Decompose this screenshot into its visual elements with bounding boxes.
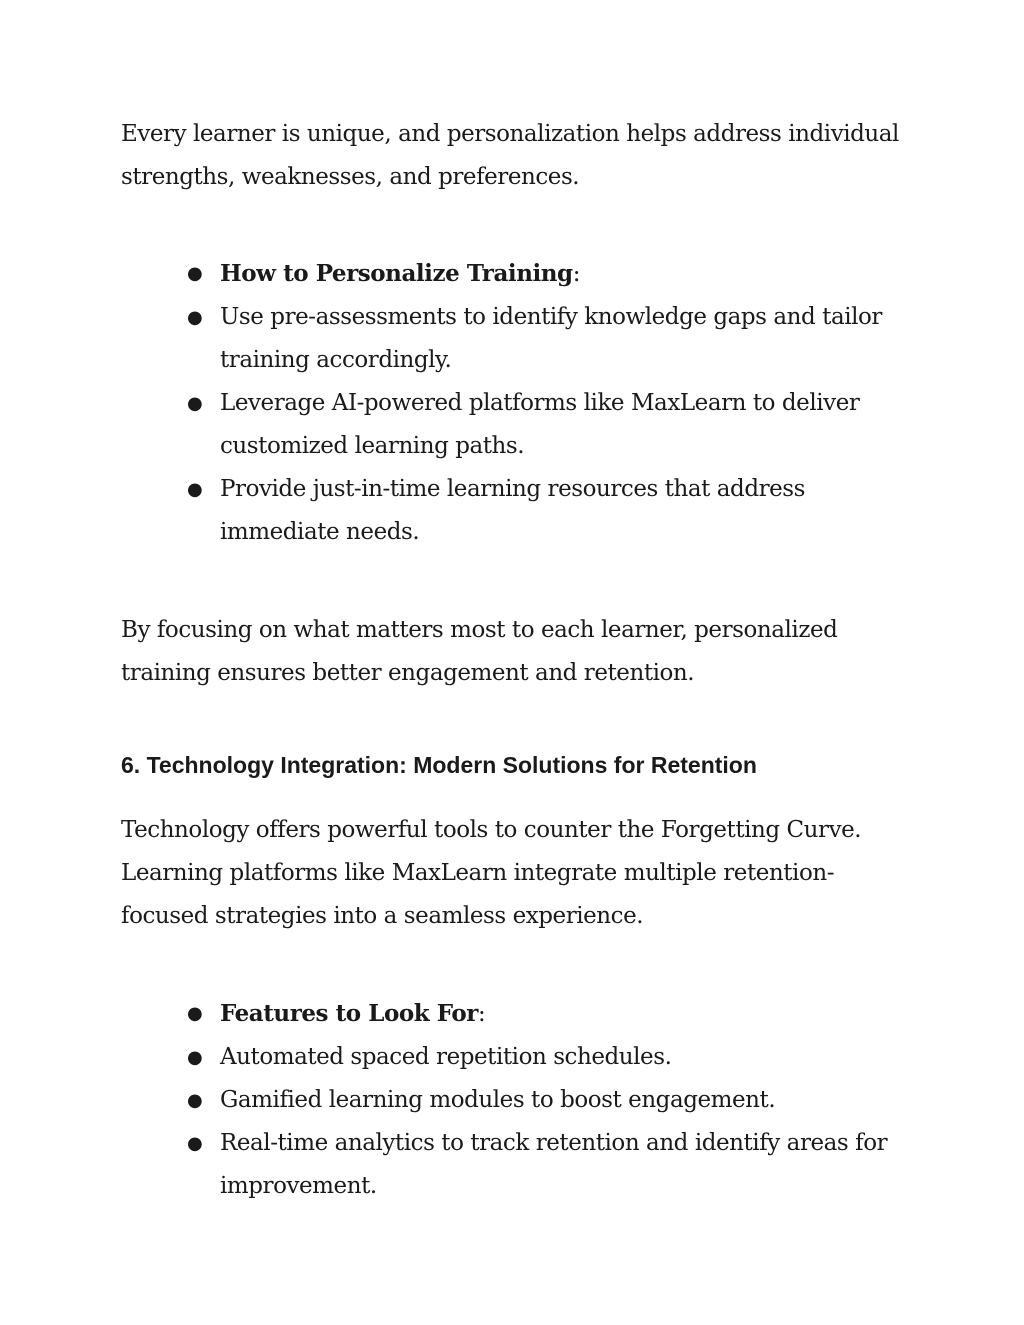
bullet-icon: ●: [187, 1090, 203, 1111]
list-heading-suffix: :: [572, 261, 580, 287]
bullet-icon: ●: [187, 307, 203, 328]
section-heading: 6. Technology Integration: Modern Solutions for Retention: [121, 752, 757, 778]
bullet-icon: ●: [187, 1047, 203, 1068]
list-item: [187, 1079, 907, 1122]
list-item-text: Leverage AI-powered platforms like MaxLearn to deliver customized learning paths.: [220, 390, 860, 459]
list-item-text: Use pre-assessments to identify knowledge gaps and tailor training accordingly.: [220, 304, 882, 373]
intro-paragraph: Every learner is unique, and personalization helps address individual strengths, weaknesses, and preferences.: [121, 121, 899, 190]
bullet-icon: ●: [187, 479, 203, 500]
bullet-icon: ●: [187, 263, 203, 284]
list-heading-suffix: :: [477, 1001, 486, 1027]
features-list: [187, 992, 907, 1208]
bullet-icon: ●: [187, 393, 203, 414]
bullet-icon: ●: [187, 1133, 203, 1154]
list-item-heading: [187, 252, 907, 296]
summary-paragraph: By focusing on what matters most to each learner, personalized training ensures better engagement and retention.: [121, 617, 838, 686]
list-heading: How to Personalize Training: [220, 260, 573, 287]
list-item-text: Automated spaced repetition schedules.: [220, 1044, 672, 1070]
list-item-text: Real-time analytics to track retention and identify areas for improvement.: [220, 1130, 888, 1199]
personalize-training-list: [187, 252, 907, 554]
list-item: [187, 382, 907, 468]
list-heading: Features to Look For: [220, 1000, 478, 1027]
list-item-text: Gamified learning modules to boost engagement.: [220, 1087, 776, 1113]
bullet-icon: ●: [187, 1003, 203, 1024]
list-item-heading: [187, 992, 907, 1036]
technology-paragraph: Technology offers powerful tools to counter the Forgetting Curve. Learning platforms like MaxLearn integrate multiple retention-focused strategies into a seamless experience.: [121, 817, 862, 929]
list-item-text: Provide just-in-time learning resources that address immediate needs.: [220, 476, 805, 545]
list-item: [187, 296, 907, 382]
list-item: [187, 1122, 907, 1208]
list-item: [187, 468, 907, 554]
list-item: [187, 1036, 907, 1079]
